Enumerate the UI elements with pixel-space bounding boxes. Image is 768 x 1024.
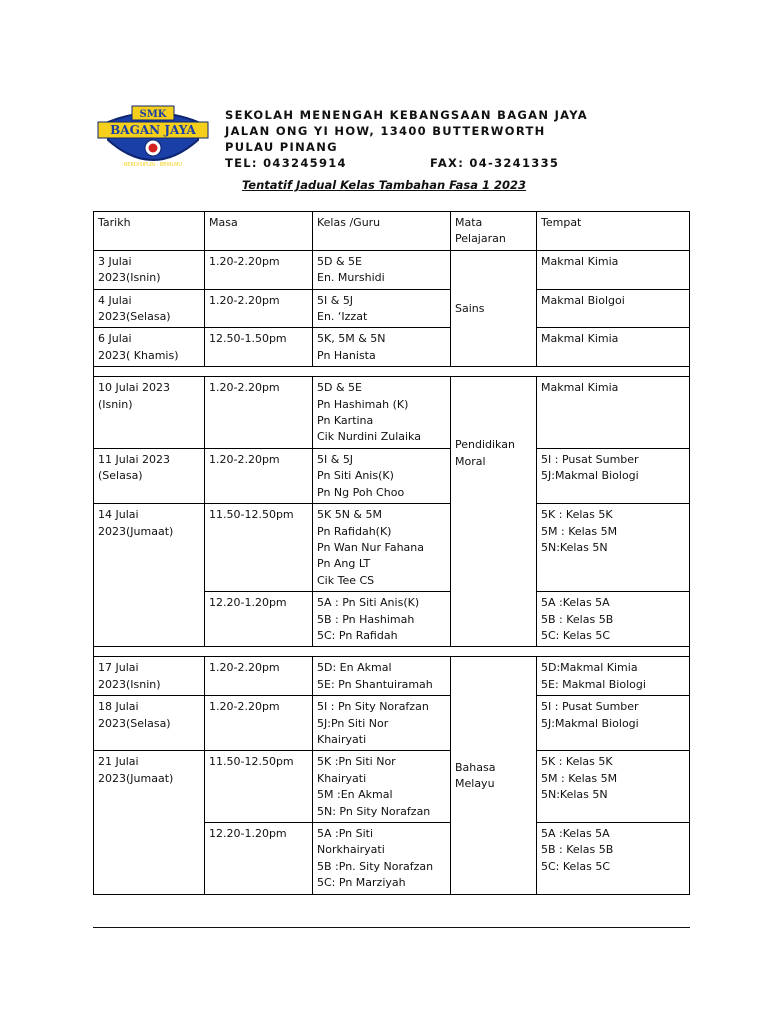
header-tarikh: Tarikh <box>94 212 205 251</box>
cell-masa: 11.50-12.50pm <box>205 504 313 592</box>
cell-tarikh <box>94 328 205 367</box>
cell-line: Cik Tee CS <box>317 573 375 587</box>
cell-line: 5A :Kelas 5A <box>541 827 610 840</box>
cell-line: 5I & 5J <box>317 452 354 466</box>
school-logo <box>94 100 212 172</box>
cell-line: 5N:Kelas 5N <box>541 788 608 802</box>
svg-text:SMK: SMK <box>139 109 167 120</box>
cell-line: Makmal Biolgoi <box>541 293 625 307</box>
table-row <box>94 328 690 367</box>
cell-line: 2023(Isnin) <box>98 677 161 691</box>
cell-line: En. ‘Izzat <box>317 310 368 324</box>
cell-line: En. Murshidi <box>317 271 385 285</box>
cell-line: 5J:Pn Siti Nor <box>317 716 389 730</box>
svg-text:BAGAN JAYA: BAGAN JAYA <box>110 123 196 137</box>
cell-line: Khairyati <box>317 732 367 746</box>
cell-tempat <box>537 657 690 696</box>
subject-bahasa-melayu: Bahasa Melayu <box>451 657 537 894</box>
cell-line: (Selasa) <box>98 469 143 483</box>
school-address: JALAN ONG YI HOW, 13400 BUTTERWORTH <box>225 124 546 138</box>
cell-line: 5D: En Akmal <box>317 661 392 675</box>
table-row <box>94 696 690 751</box>
cell-masa: 11.50-12.50pm <box>205 751 313 823</box>
cell-tempat <box>537 328 690 367</box>
cell-line: 5K 5N & 5M <box>317 508 382 522</box>
cell-line: 5E: Pn Shantuiramah <box>317 677 433 691</box>
table-separator <box>94 647 690 657</box>
header-tempat: Tempat <box>537 212 690 251</box>
cell-line: Pn Ang LT <box>317 557 371 571</box>
table-row <box>94 504 690 592</box>
cell-line: 14 Julai <box>98 508 139 522</box>
cell-masa: 12.50-1.50pm <box>205 328 313 367</box>
cell-line: 5I : Pusat Sumber <box>541 452 639 466</box>
cell-line: 5J:Makmal Biologi <box>541 469 639 483</box>
cell-line: (Isnin) <box>98 397 133 411</box>
cell-tarikh <box>94 250 205 289</box>
cell-masa: 1.20-2.20pm <box>205 250 313 289</box>
cell-line: 5K : Kelas 5K <box>541 508 613 522</box>
table-row <box>94 250 690 289</box>
subject-sains: Sains <box>451 250 537 366</box>
cell-kelas <box>313 504 451 592</box>
cell-tempat <box>537 377 690 449</box>
cell-line: 5J:Makmal Biologi <box>541 716 639 730</box>
cell-line: 5N: Pn Sity Norafzan <box>317 804 431 818</box>
cell-line: 5K, 5M & 5N <box>317 332 386 346</box>
school-state: PULAU PINANG <box>225 140 338 154</box>
cell-kelas <box>313 250 451 289</box>
cell-line: 5D & 5E <box>317 254 362 268</box>
header-kelas: Kelas /Guru <box>313 212 451 251</box>
cell-line: 2023(Jumaat) <box>98 771 174 785</box>
cell-line: 5N:Kelas 5N <box>541 540 608 554</box>
cell-line: Makmal Kimia <box>541 332 619 346</box>
cell-masa: 1.20-2.20pm <box>205 289 313 328</box>
cell-line: 5A :Pn Siti <box>317 827 374 840</box>
cell-tempat <box>537 696 690 751</box>
cell-tarikh <box>94 504 205 647</box>
table-row <box>94 377 690 449</box>
cell-line: 17 Julai <box>98 661 139 675</box>
cell-line: 21 Julai <box>98 755 139 769</box>
cell-line: 5M :En Akmal <box>317 788 393 802</box>
cell-masa: 1.20-2.20pm <box>205 448 313 503</box>
cell-masa: 1.20-2.20pm <box>205 696 313 751</box>
cell-line: Cik Nurdini Zulaika <box>317 430 421 444</box>
cell-line: 5C: Pn Marziyah <box>317 876 406 890</box>
cell-tarikh <box>94 696 205 751</box>
footer-rule <box>93 927 690 928</box>
cell-kelas <box>313 377 451 449</box>
cell-line: 5B : Kelas 5B <box>541 612 614 626</box>
cell-line: 5D:Makmal Kimia <box>541 661 638 675</box>
cell-line: 5E: Makmal Biologi <box>541 677 646 691</box>
cell-kelas <box>313 328 451 367</box>
cell-tempat <box>537 289 690 328</box>
cell-tempat <box>537 751 690 823</box>
cell-tempat <box>537 448 690 503</box>
cell-tempat <box>537 592 690 647</box>
cell-masa: 12.20-1.20pm <box>205 592 313 647</box>
cell-kelas <box>313 289 451 328</box>
document-title: Tentatif Jadual Kelas Tambahan Fasa 1 2023 <box>241 178 527 192</box>
cell-line: 5I : Pn Sity Norafzan <box>317 700 429 714</box>
school-header <box>225 107 588 171</box>
cell-line: Pn Rafidah(K) <box>317 524 392 538</box>
cell-line: 5D & 5E <box>317 381 362 395</box>
cell-tarikh <box>94 751 205 894</box>
cell-masa: 1.20-2.20pm <box>205 657 313 696</box>
cell-line: Pn Hashimah (K) <box>317 397 409 411</box>
cell-line: 5I : Pusat Sumber <box>541 700 639 714</box>
cell-kelas <box>313 448 451 503</box>
cell-line: Norkhairyati <box>317 843 385 857</box>
cell-line: 2023( Khamis) <box>98 348 179 362</box>
school-tel: TEL: 043245914 <box>225 156 347 170</box>
school-name: SEKOLAH MENENGAH KEBANGSAAN BAGAN JAYA <box>225 108 588 122</box>
cell-tempat <box>537 504 690 592</box>
table-row <box>94 448 690 503</box>
header-mata-pelajaran: Mata Pelajaran <box>451 212 537 251</box>
cell-tempat <box>537 250 690 289</box>
cell-line: 18 Julai <box>98 700 139 714</box>
subject-pendidikan-moral: Pendidikan Moral <box>451 377 537 647</box>
cell-line: 3 Julai <box>98 254 132 268</box>
cell-line: 5K : Kelas 5K <box>541 755 613 769</box>
cell-tarikh <box>94 657 205 696</box>
cell-line: 4 Julai <box>98 293 132 307</box>
cell-line: Makmal Kimia <box>541 254 619 268</box>
cell-kelas <box>313 696 451 751</box>
cell-tarikh <box>94 289 205 328</box>
cell-line: 11 Julai 2023 <box>98 452 171 466</box>
cell-line: 5C: Kelas 5C <box>541 859 611 873</box>
cell-kelas <box>313 751 451 823</box>
cell-line: 5C: Kelas 5C <box>541 628 611 642</box>
cell-kelas <box>313 657 451 696</box>
cell-line: Pn Kartina <box>317 414 374 428</box>
cell-line: Pn Ng Poh Choo <box>317 485 405 499</box>
schedule-table <box>93 211 690 895</box>
table-row <box>94 751 690 823</box>
cell-line: 5M : Kelas 5M <box>541 524 618 538</box>
cell-kelas <box>313 592 451 647</box>
cell-line: Pn Siti Anis(K) <box>317 469 394 483</box>
cell-line: 5I & 5J <box>317 293 354 307</box>
school-fax: FAX: 04-3241335 <box>430 156 560 170</box>
cell-line: Pn Hanista <box>317 348 376 362</box>
cell-line: 5M : Kelas 5M <box>541 771 618 785</box>
cell-line: 6 Julai <box>98 332 132 346</box>
cell-line: 2023(Selasa) <box>98 716 171 730</box>
cell-line: 5A :Kelas 5A <box>541 596 610 610</box>
cell-line: 10 Julai 2023 <box>98 381 171 395</box>
cell-line: 2023(Jumaat) <box>98 524 174 538</box>
cell-line: 5B : Kelas 5B <box>541 843 614 857</box>
cell-line: 5C: Pn Rafidah <box>317 628 398 642</box>
table-row <box>94 289 690 328</box>
cell-masa: 12.20-1.20pm <box>205 823 313 895</box>
cell-line: 5B :Pn. Sity Norafzan <box>317 859 434 873</box>
cell-tempat <box>537 823 690 895</box>
cell-line: Pn Wan Nur Fahana <box>317 540 424 554</box>
table-separator <box>94 367 690 377</box>
cell-line: 5B : Pn Hashimah <box>317 612 415 626</box>
cell-line: Makmal Kimia <box>541 381 619 395</box>
cell-line: 2023(Selasa) <box>98 310 171 324</box>
cell-kelas <box>313 823 451 895</box>
header-masa: Masa <box>205 212 313 251</box>
svg-text:BERDISIPLIN · BERILMU: BERDISIPLIN · BERILMU <box>123 162 183 168</box>
cell-line: 2023(Isnin) <box>98 271 161 285</box>
cell-line: Khairyati <box>317 771 367 785</box>
cell-line: 5A : Pn Siti Anis(K) <box>317 596 420 610</box>
cell-line: 5K :Pn Siti Nor <box>317 755 396 769</box>
cell-tarikh <box>94 377 205 449</box>
cell-tarikh <box>94 448 205 503</box>
table-header-row <box>94 212 690 251</box>
cell-masa: 1.20-2.20pm <box>205 377 313 449</box>
table-row <box>94 657 690 696</box>
